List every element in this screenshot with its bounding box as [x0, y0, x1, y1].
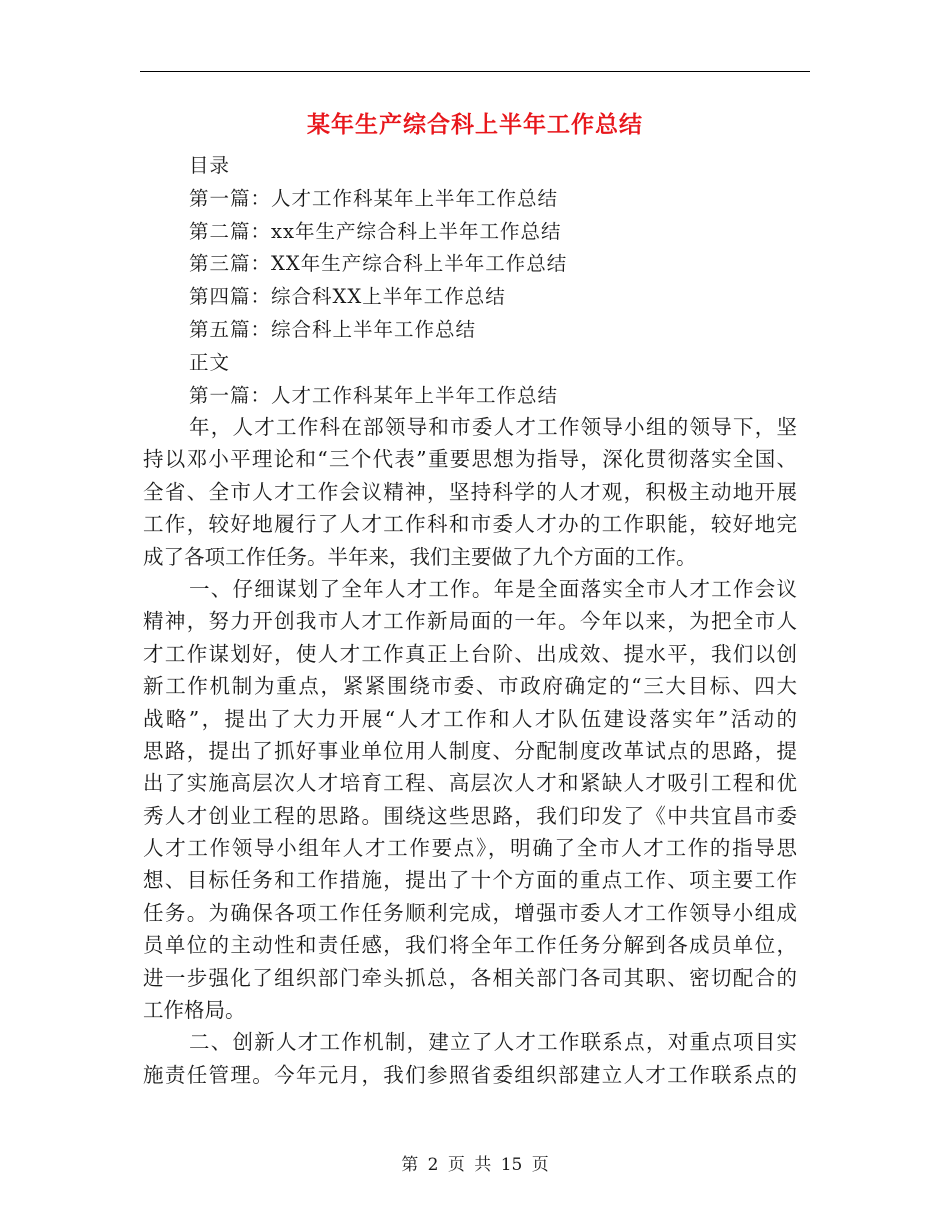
- body-line: 二、创新人才工作机制，建立了人才工作联系点，对重点项目实: [189, 1030, 797, 1055]
- body-line: 工作格局。: [143, 998, 246, 1023]
- body-line: 全省、全市人才工作会议精神，坚持科学的人才观，积极主动地开展: [143, 479, 797, 504]
- body-line: 工作，较好地履行了人才工作科和市委人才办的工作职能，较好地完: [143, 512, 797, 537]
- body-line: 施责任管理。今年元月，我们参照省委组织部建立人才工作联系点的: [143, 1062, 797, 1087]
- body-line: 任务。为确保各项工作任务顺利完成，增强市委人才工作领导小组成: [143, 900, 797, 925]
- page-number-footer: 第 2 页 共 15 页: [401, 1155, 549, 1175]
- body-line: 精神，努力开创我市人才工作新局面的一年。今年以来，为把全市人: [143, 609, 797, 634]
- body-line: 员单位的主动性和责任感，我们将全年工作任务分解到各成员单位，: [143, 933, 797, 958]
- body-line: 才工作谋划好，使人才工作真正上台阶、出成效、提水平，我们以创: [143, 641, 797, 666]
- body-heading: 正文: [189, 350, 231, 374]
- toc-item: 第一篇：人才工作科某年上半年工作总结: [189, 186, 559, 210]
- body-line: 进一步强化了组织部门牵头抓总，各相关部门各司其职、密切配合的: [143, 965, 797, 990]
- toc-item: 第五篇：综合科上半年工作总结: [189, 317, 477, 341]
- body-line: 一、仔细谋划了全年人才工作。年是全面落实全市人才工作会议: [189, 576, 797, 601]
- toc-item: 第二篇：xx年生产综合科上半年工作总结: [189, 219, 562, 243]
- body-line: 持以邓小平理论和“三个代表”重要思想为指导，深化贯彻落实全国、: [143, 447, 797, 472]
- toc-item: 第三篇：XX年生产综合科上半年工作总结: [189, 252, 568, 276]
- section-heading: 第一篇：人才工作科某年上半年工作总结: [189, 383, 559, 407]
- body-line: 秀人才创业工程的思路。围绕这些思路，我们印发了《中共宜昌市委: [143, 803, 797, 828]
- document-title: 某年生产综合科上半年工作总结: [307, 111, 643, 138]
- body-line: 想、目标任务和工作措施，提出了十个方面的重点工作、项主要工作: [143, 868, 797, 893]
- body-line: 出了实施高层次人才培育工程、高层次人才和紧缺人才吸引工程和优: [143, 771, 797, 796]
- body-text: [143, 411, 797, 1091]
- body-line: 成了各项工作任务。半年来，我们主要做了九个方面的工作。: [143, 544, 697, 569]
- header-rule: [140, 71, 810, 72]
- body-line: 年，人才工作科在部领导和市委人才工作领导小组的领导下，坚: [189, 415, 797, 439]
- body-line: 思路，提出了抓好事业单位用人制度、分配制度改革试点的思路，提: [143, 738, 797, 763]
- body-line: 人才工作领导小组年人才工作要点》，明确了全市人才工作的指导思: [143, 836, 797, 861]
- table-of-contents: [189, 150, 809, 412]
- body-line: 新工作机制为重点，紧紧围绕市委、市政府确定的“三大目标、四大: [143, 674, 797, 699]
- toc-item: 第四篇：综合科XX上半年工作总结: [189, 285, 506, 309]
- body-line: 战略”，提出了大力开展“人才工作和人才队伍建设落实年”活动的: [143, 706, 797, 731]
- toc-heading: 目录: [189, 154, 231, 177]
